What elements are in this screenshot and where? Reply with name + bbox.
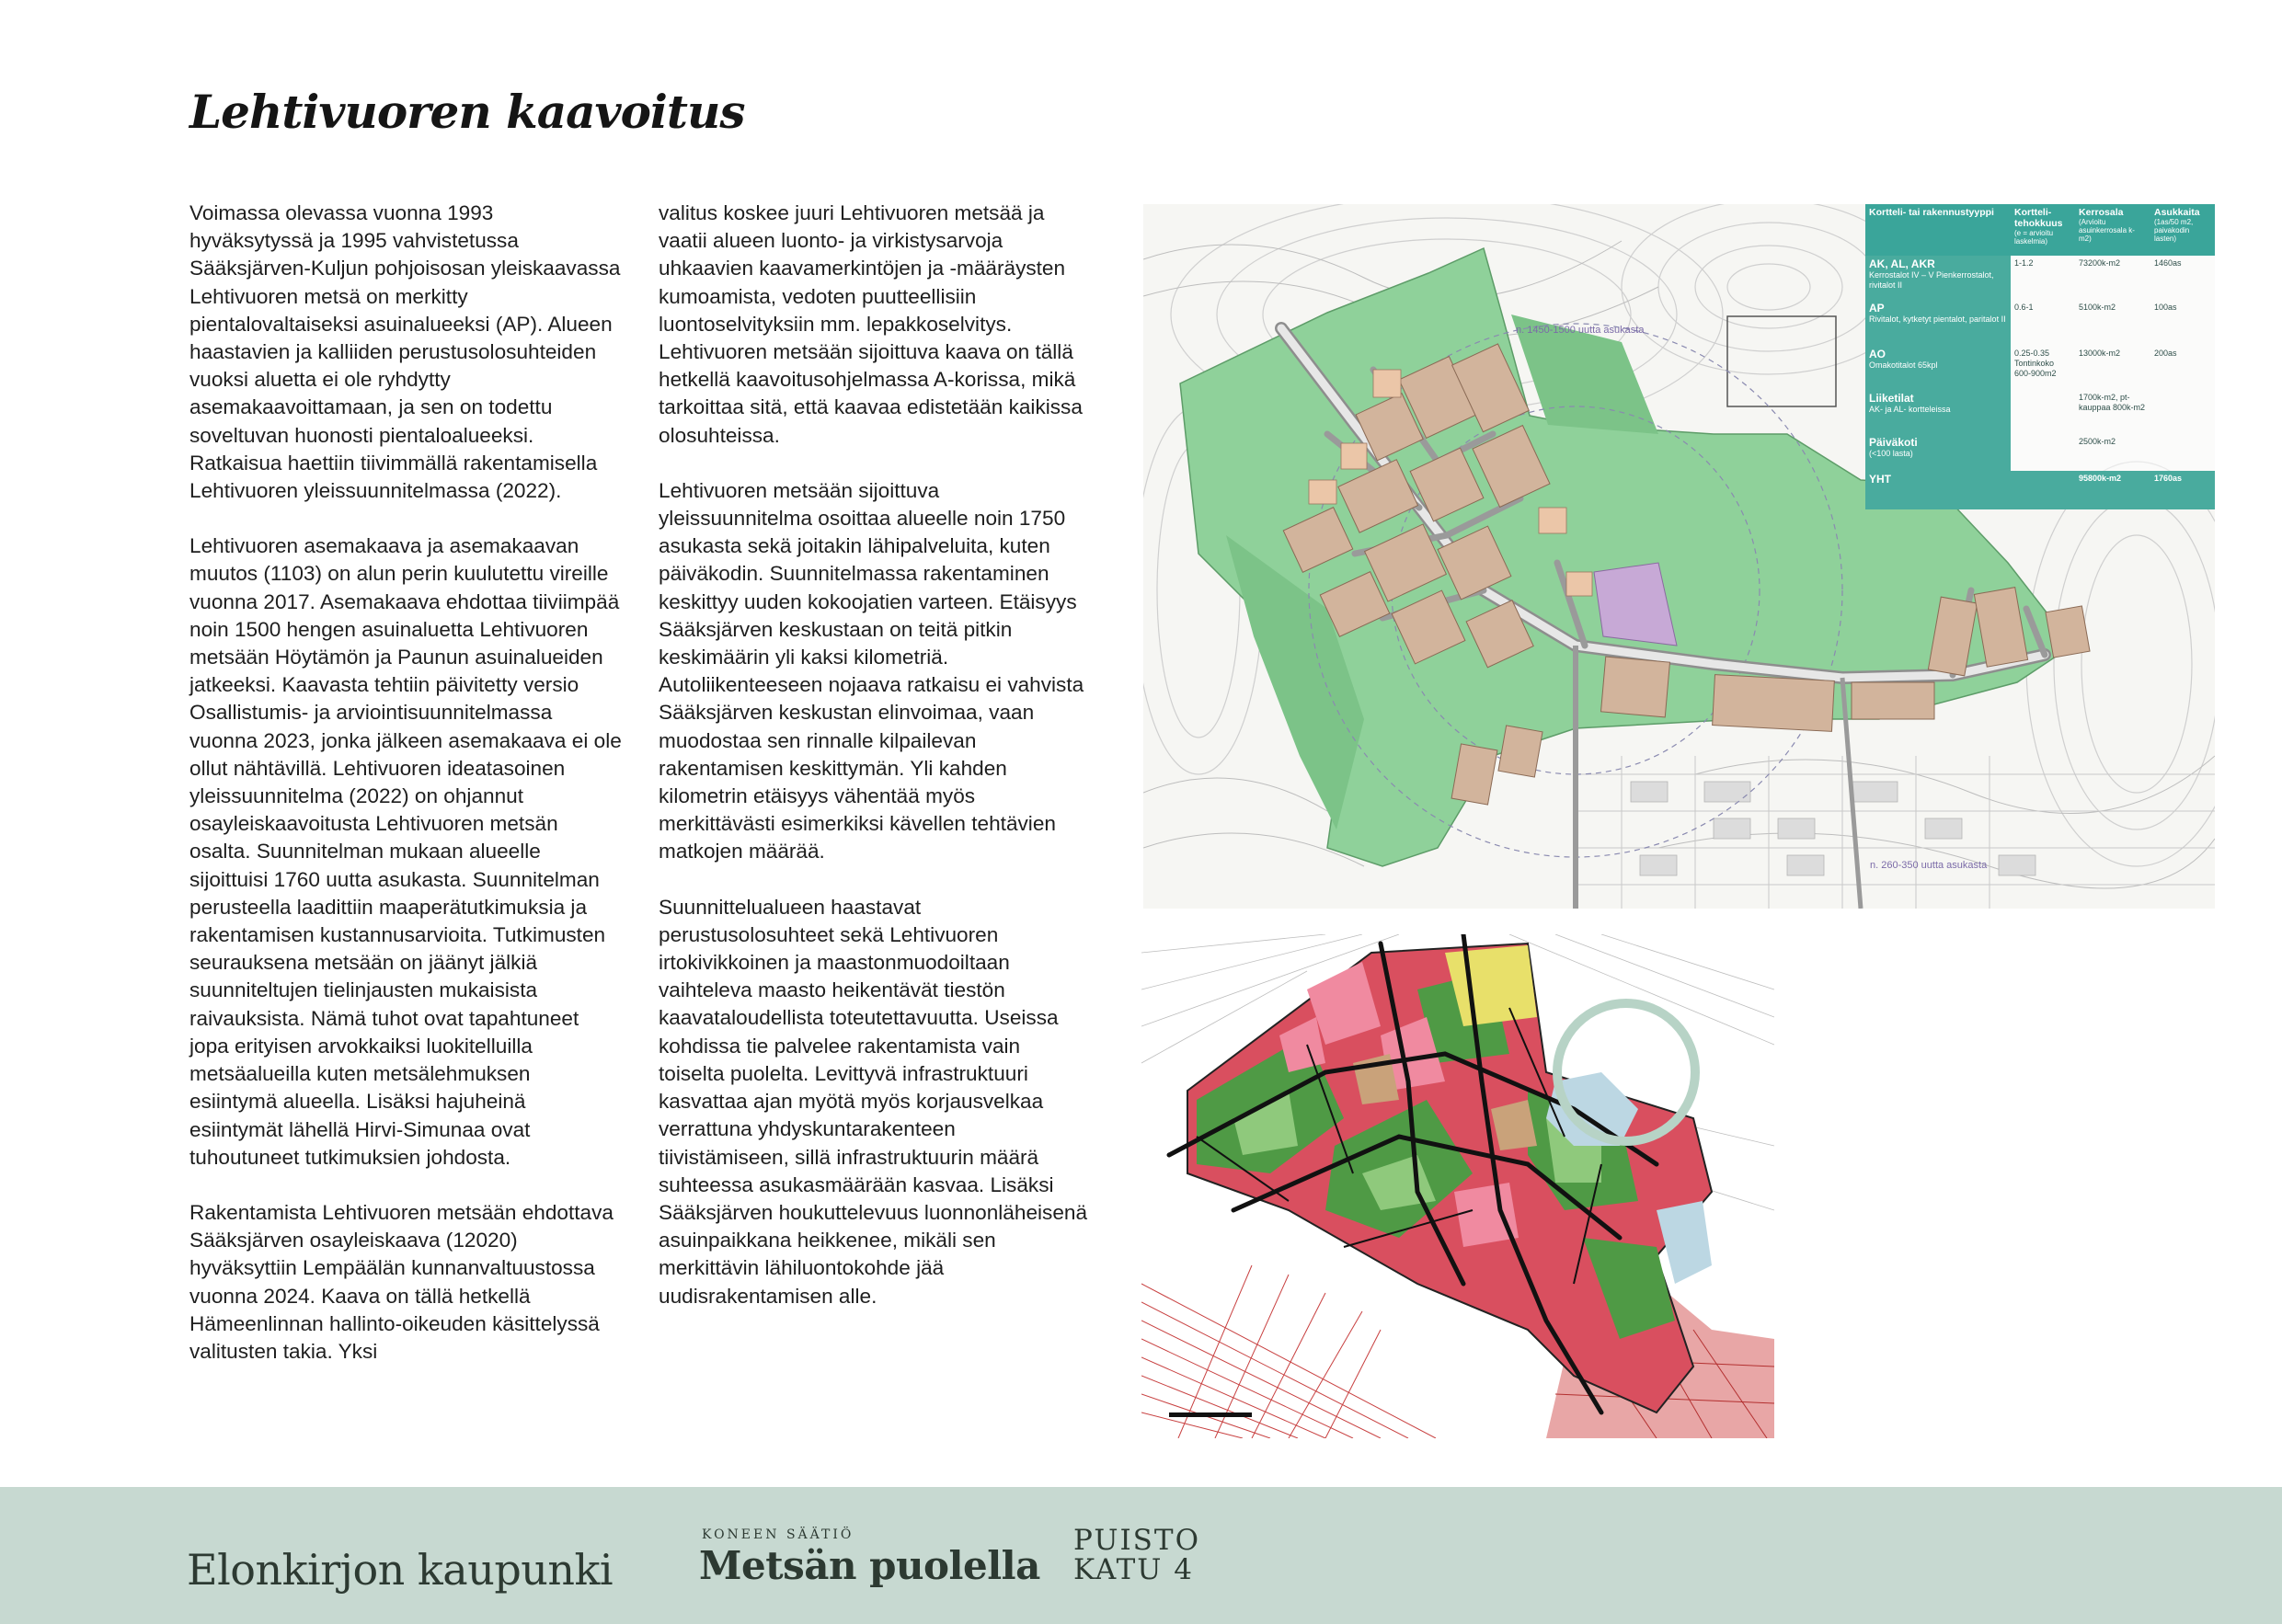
legend-res: 100as [2150,300,2215,346]
legend-type-name: AK, AL, AKR [1869,257,1935,270]
koneen-saatio-logo-text: KONEEN SÄÄTIÖ [702,1527,854,1542]
legend-type-desc: Omakotitalot 65kpl [1869,360,1938,370]
legend-row [1865,256,2215,300]
footer-bar [0,1487,2282,1624]
legend-eff: 0.25-0.35 Tontinkoko 600-900m2 [2011,346,2075,390]
legend-area: 95800k-m2 [2075,471,2150,509]
legend-res: 200as [2150,346,2215,390]
legend-header-cell [2075,204,2150,256]
plan-legend-table [1865,204,2215,509]
footer-brand-title: Elonkirjon kaupunki [187,1545,614,1595]
legend-type-name: Päiväkoti [1869,436,1918,449]
legend-area: 73200k-m2 [2075,256,2150,300]
text-column-left [189,200,622,1393]
legend-type-cell [1865,300,2011,346]
legend-row [1865,434,2215,471]
legend-area: 5100k-m2 [2075,300,2150,346]
paragraph: Suunnittelualueen haastavat perustusolosuhteet sekä Lehtivuoren irtokivikkoinen ja maastonmuodoiltaan vaihteleva maasto heikentävät tiestön kaavataloudellista toteutettavuutta. Useissa kohdissa tie palvelee rakentamista vain toiselta puolelta. Levittyvä infrastruktuuri kasvattaa ajan myötä myös korjausvelkaa verrattuna yhdyskuntarakenteen tiivistämiseen, sillä infrastruktuurin määrä suhteessa asukasmäärään kasvaa. Lisäksi Sääksjärven houkuttelevuus luonnonläheisenä asuinpaikkana heikkenee, mikäli sen merkittävin lähiluontokohde jää uudisrakentamisen alle. [659,895,1088,1308]
paragraph: Lehtivuoren metsään sijoittuva yleissuunnitelma osoittaa alueelle noin 1750 asukasta sekä joitakin lähipalveluita, kuten päiväkodin. Suunnitelmassa rakentaminen keskittyy uuden kokoojatien varteen. Etäisyys Sääksjärven keskustaan on teitä pitkin keskimäärin yli kaksi kilometriä. Autoliikenteeseen nojaava ratkaisu ei vahvista Sääksjärven keskustan elinvoimaa, vaan muodostaa sen rinnalle kilpailevan rakentamisen keskittymän. Yli kahden kilometrin etäisyys vähentää myös merkittävästi esimerkiksi kävellen tehtävien matkojen määrää. [659,478,1084,863]
legend-eff [2011,471,2075,509]
paragraph: Voimassa olevassa vuonna 1993 hyväksytyssä ja 1995 vahvistetussa Sääksjärven-Kuljun pohjoisosan yleiskaavassa Lehtivuoren metsä on merkitty pientalovaltaiseksi asuinalueeksi (AP). Alueen haastavien ja kalliiden perustusolosuhteiden vuoksi aluetta ei ole ryhdytty asemakaavoittamaan, ja sen on todettu soveltuvan huonosti pientaloalueeksi. Ratkaisua haettiin tiivimmällä rakentamisella Lehtivuoren yleissuunnitelmassa (2022). [189,201,621,503]
paragraph: Lehtivuoren asemakaava ja asemakaavan muutos (1103) on alun perin kuulutettu vireille vuonna 2017. Asemakaava ehdottaa tiiviimpää noin 1500 hengen asuinaluetta Lehtivuoren metsään Höytämön ja Paunun asuinalueiden jatkeeksi. Kaavasta tehtiin päivitetty versio Osallistumis- ja arviointisuunnitelmassa vuonna 2023, jonka jälkeen asemakaava ei ole ollut nähtävillä. Lehtivuoren ideatasoinen yleissuunnitelma (2022) on ohjannut osayleiskaavoitusta Lehtivuoren metsän osalta. Suunnitelman mukaan alueelle sijoittuisi 1760 uutta asukasta. Suunnitelman perusteella laadittiin maaperätutkimuksia ja rakentamisen kustannusarvioita. Tutkimusten seurauksena metsään on jäänyt jälkiä suunniteltujen tielinjausten mukaisista raivauksista. Nämä tuhot ovat tapahtuneet jopa erityisen arvokkaiksi luokitelluilla metsäalueilla kuten metsälehmuksen esiintymä alueella. Lisäksi hajuheinä esiintymät lähellä Hirvi-Simunaa ovat tuhoutuneet tutkimuksien johdosta. [189,534,622,1169]
legend-header-title: Kortteli- tai rakennustyyppi [1869,207,1994,218]
legend-type-name: AO [1869,348,1886,360]
master-plan-map-drawing [1141,934,1774,1438]
legend-type-desc: Rivitalot, kytketyt pientalot, paritalot II [1869,315,2006,324]
legend-header-sub: (e = arvioitu laskelmia) [2014,229,2054,246]
legend-eff: 1-1.2 [2011,256,2075,300]
legend-row [1865,300,2215,346]
legend-res [2150,390,2215,434]
legend-type-name: AP [1869,302,1885,315]
legend-type-name: Liiketilat [1869,392,1914,405]
legend-header-sub: (Arvioitu asuinkerrosala k-m2) [2079,218,2135,243]
plan-label-south: n. 260-350 uutta asukasta [1870,860,1988,871]
legend-area: 13000k-m2 [2075,346,2150,390]
page-title: Lehtivuoren kaavoitus [189,85,745,139]
legend-area: 2500k-m2 [2075,434,2150,471]
legend-header-sub: (1as/50 m2, paivakodin lasten) [2154,218,2194,243]
legend-header-title: Kortteli-tehokkuus [2014,207,2063,229]
legend-total-row [1865,471,2215,509]
legend-res: 1460as [2150,256,2215,300]
legend-header-title: Kerrosala [2079,207,2124,218]
paragraph: valitus koskee juuri Lehtivuoren metsää ja vaatii alueen luonto- ja virkistysarvoja uhkaavien kaavamerkintöjen ja -määräysten kumoamista, vedoten puutteellisiin luontoselvityksiin mm. lepakkoselvitys. Lehtivuoren metsään sijoittuva kaava on tällä hetkellä kaavoitusohjelmassa A-korissa, mikä tarkoittaa sitä, että kaavaa edistetään kaikissa olosuhteissa. [659,201,1083,447]
legend-type-desc: Kerrostalot IV – V Pienkerrostalot, rivitalot II [1869,270,1994,290]
metsan-puolella-logo-text: Metsän puolella [699,1543,1040,1588]
plan-map [1143,204,2215,909]
legend-area: 1700k-m2, pt-kauppaa 800k-m2 [2075,390,2150,434]
legend-type-cell [1865,346,2011,390]
legend-header-title: Asukkaita [2154,207,2200,218]
legend-header-cell [1865,204,2011,256]
legend-row [1865,346,2215,390]
legend-eff: 0.6-1 [2011,300,2075,346]
puistokatu-logo-line1: PUISTO [1073,1524,1201,1557]
legend-type-cell [1865,390,2011,434]
legend-res: 1760as [2150,471,2215,509]
legend-type-cell [1865,434,2011,471]
legend-type-cell [1865,256,2011,300]
plan-label-north: n. 1450-1500 uutta asukasta [1516,325,1645,336]
text-column-right [659,200,1091,1338]
legend-eff [2011,390,2075,434]
legend-type-desc: (<100 lasta) [1869,449,1913,458]
legend-header-cell [2150,204,2215,256]
legend-header-row [1865,204,2215,256]
legend-eff [2011,434,2075,471]
puistokatu-logo-line2: KATU 4 [1073,1553,1194,1586]
legend-type-desc: AK- ja AL- kortteleissa [1869,405,1951,414]
legend-header-cell [2011,204,2075,256]
master-plan-map [1141,934,1774,1438]
paragraph: Rakentamista Lehtivuoren metsään ehdottava Sääksjärven osayleiskaava (12020) hyväksyttiin Lempäälän kunnanvaltuustossa vuonna 2024. Kaava on tällä hetkellä Hämeenlinnan hallinto-oikeuden käsittelyssä valitusten takia. Yksi [189,1200,614,1363]
legend-type-name: YHT [1869,473,1891,486]
legend-type-cell [1865,471,2011,509]
legend-res [2150,434,2215,471]
legend-row [1865,390,2215,434]
